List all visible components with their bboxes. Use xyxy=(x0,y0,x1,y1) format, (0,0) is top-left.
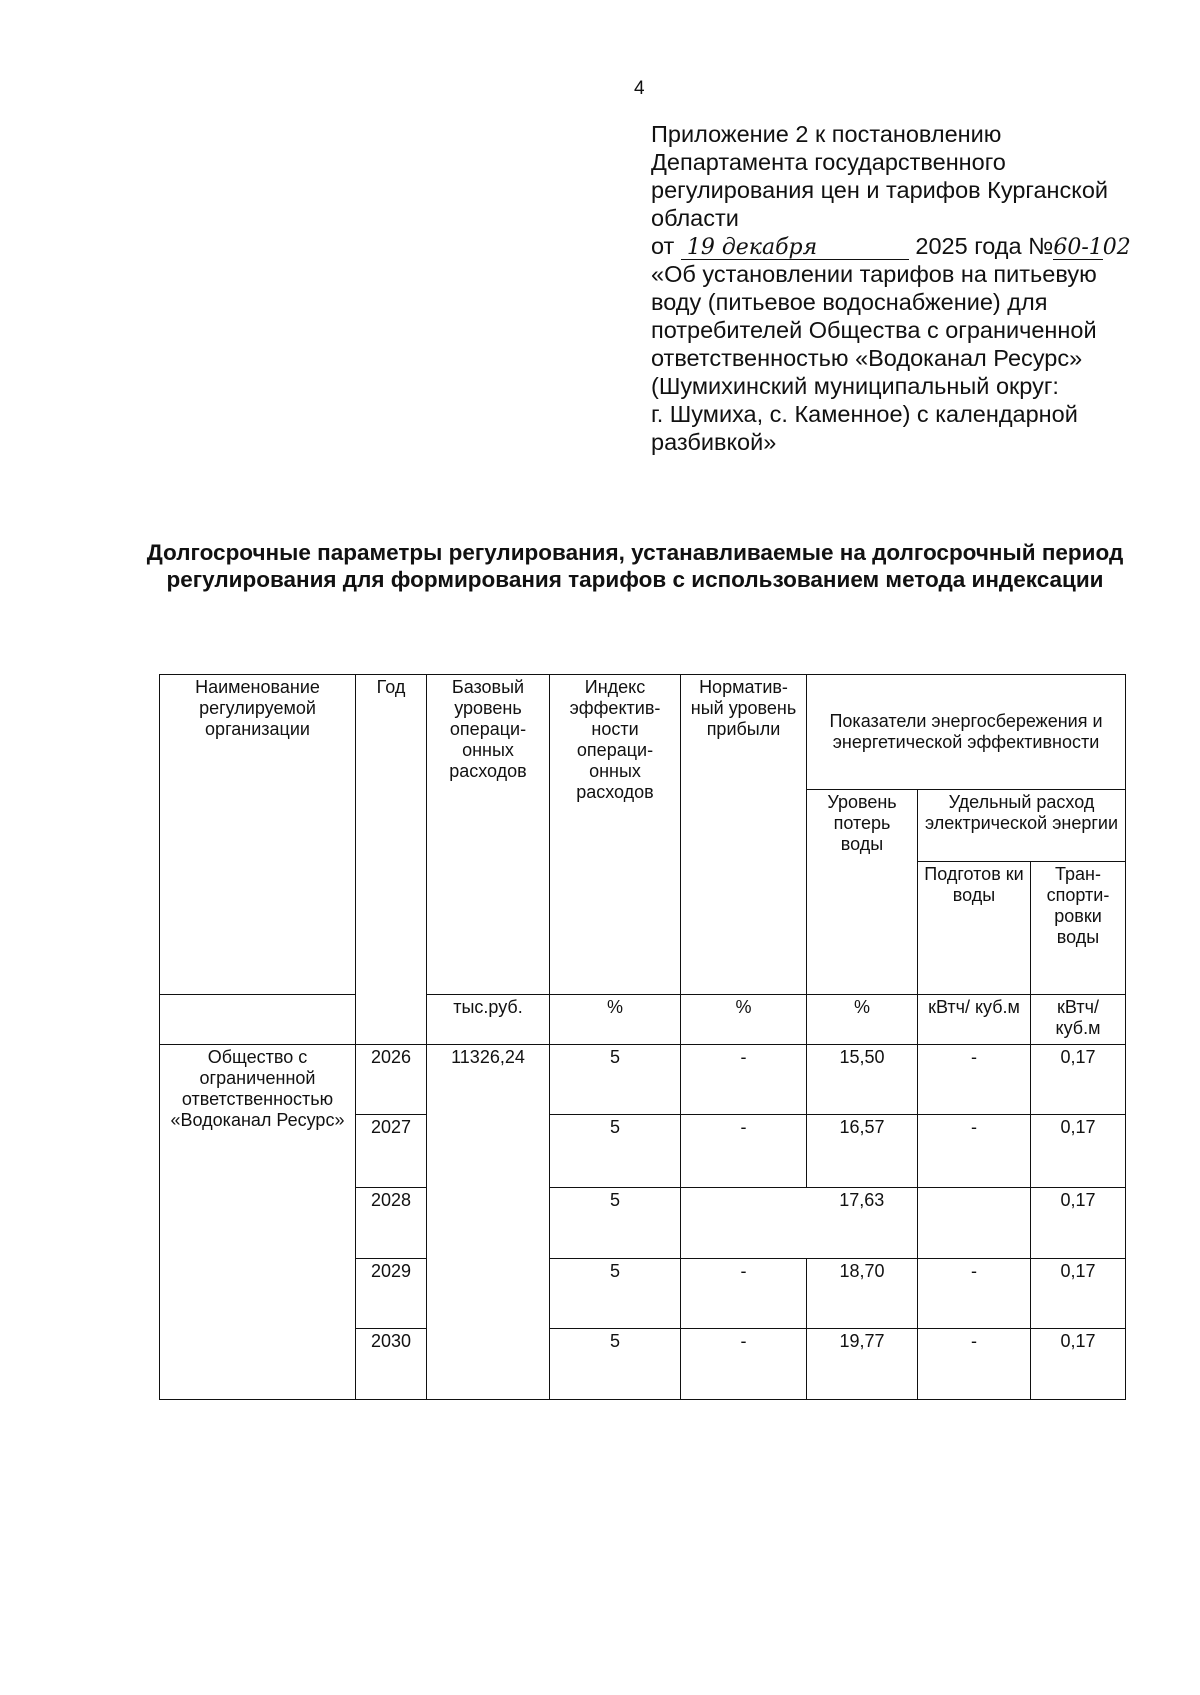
organization-name: Общество с ограниченной ответственностью «Водоканал Ресурс» xyxy=(160,1045,356,1400)
handwritten-number: 60-102 xyxy=(1053,235,1131,260)
cell-transport: 0,17 xyxy=(1031,1115,1126,1188)
cell-year: 2027 xyxy=(356,1115,427,1188)
cell-profit xyxy=(681,1188,807,1259)
header-water-transport: Тран-спорти-ровки воды xyxy=(1031,862,1126,995)
cell-prep: - xyxy=(918,1045,1031,1115)
date-prefix: от xyxy=(651,233,675,259)
header-year: Год xyxy=(356,675,427,1045)
appendix-line: потребителей Общества с ограниченной xyxy=(651,317,1097,343)
cell-profit: - xyxy=(681,1045,807,1115)
cell-profit: - xyxy=(681,1115,807,1188)
appendix-line: (Шумихинский муниципальный округ: xyxy=(651,373,1059,399)
header-water-preparation: Подготов ки воды xyxy=(918,862,1031,995)
cell-index: 5 xyxy=(550,1329,681,1400)
unit-profit: % xyxy=(681,995,807,1045)
cell-transport: 0,17 xyxy=(1031,1045,1126,1115)
appendix-header xyxy=(651,120,1171,456)
document-title: Долгосрочные параметры регулирования, устанавливаемые на долгосрочный период регулирования для формирования тарифов с использованием метода индексации xyxy=(146,540,1124,592)
unit-index: % xyxy=(550,995,681,1045)
unit-losses: % xyxy=(807,995,918,1045)
parameters-table xyxy=(159,674,1126,1400)
appendix-line: «Об установлении тарифов на питьевую xyxy=(651,261,1097,287)
cell-losses: 19,77 xyxy=(807,1329,918,1400)
units-org-empty xyxy=(160,995,356,1045)
cell-index: 5 xyxy=(550,1188,681,1259)
unit-transport: кВтч/ куб.м xyxy=(1031,995,1126,1045)
cell-index: 5 xyxy=(550,1045,681,1115)
cell-year: 2026 xyxy=(356,1045,427,1115)
appendix-line: г. Шумиха, с. Каменное) с календарной xyxy=(651,401,1078,427)
cell-prep xyxy=(918,1188,1031,1259)
cell-prep: - xyxy=(918,1115,1031,1188)
page-number: 4 xyxy=(634,78,645,99)
unit-base: тыс.руб. xyxy=(427,995,550,1045)
appendix-line: Приложение 2 к постановлению xyxy=(651,121,1002,147)
appendix-line: регулирования цен и тарифов Курганской xyxy=(651,177,1109,203)
cell-losses: 16,57 xyxy=(807,1115,918,1188)
year-text: 2025 года № xyxy=(915,233,1054,259)
cell-profit: - xyxy=(681,1329,807,1400)
header-base-opex: Базовый уровень операци-онных расходов xyxy=(427,675,550,995)
handwritten-date: 19 декабря xyxy=(681,237,909,260)
cell-profit: - xyxy=(681,1259,807,1329)
header-efficiency-index: Индекс эффектив-ности операци-онных расходов xyxy=(550,675,681,995)
cell-prep: - xyxy=(918,1329,1031,1400)
header-specific-consumption: Удельный расход электрической энергии xyxy=(918,790,1126,862)
cell-transport: 0,17 xyxy=(1031,1329,1126,1400)
unit-prep: кВтч/ куб.м xyxy=(918,995,1031,1045)
header-profit-level: Норматив-ный уровень прибыли xyxy=(681,675,807,995)
appendix-line: воду (питьевое водоснабжение) для xyxy=(651,289,1048,315)
cell-year: 2029 xyxy=(356,1259,427,1329)
header-water-losses: Уровень потерь воды xyxy=(807,790,918,995)
appendix-line: ответственностью «Водоканал Ресурс» xyxy=(651,345,1083,371)
cell-transport: 0,17 xyxy=(1031,1259,1126,1329)
appendix-date-line xyxy=(651,232,1171,260)
cell-losses: 17,63 xyxy=(807,1188,918,1259)
appendix-line: области xyxy=(651,205,739,231)
header-energy-group: Показатели энергосбережения и энергетической эффективности xyxy=(807,675,1126,790)
cell-year: 2030 xyxy=(356,1329,427,1400)
cell-year: 2028 xyxy=(356,1188,427,1259)
cell-index: 5 xyxy=(550,1115,681,1188)
cell-index: 5 xyxy=(550,1259,681,1329)
cell-losses: 18,70 xyxy=(807,1259,918,1329)
appendix-line: Департамента государственного xyxy=(651,149,1006,175)
base-opex-value: 11326,24 xyxy=(427,1045,550,1400)
appendix-line: разбивкой» xyxy=(651,429,777,455)
table-row xyxy=(160,1045,1126,1115)
cell-losses: 15,50 xyxy=(807,1045,918,1115)
cell-prep: - xyxy=(918,1259,1031,1329)
header-org: Наименование регулируемой организации xyxy=(160,675,356,995)
cell-transport: 0,17 xyxy=(1031,1188,1126,1259)
